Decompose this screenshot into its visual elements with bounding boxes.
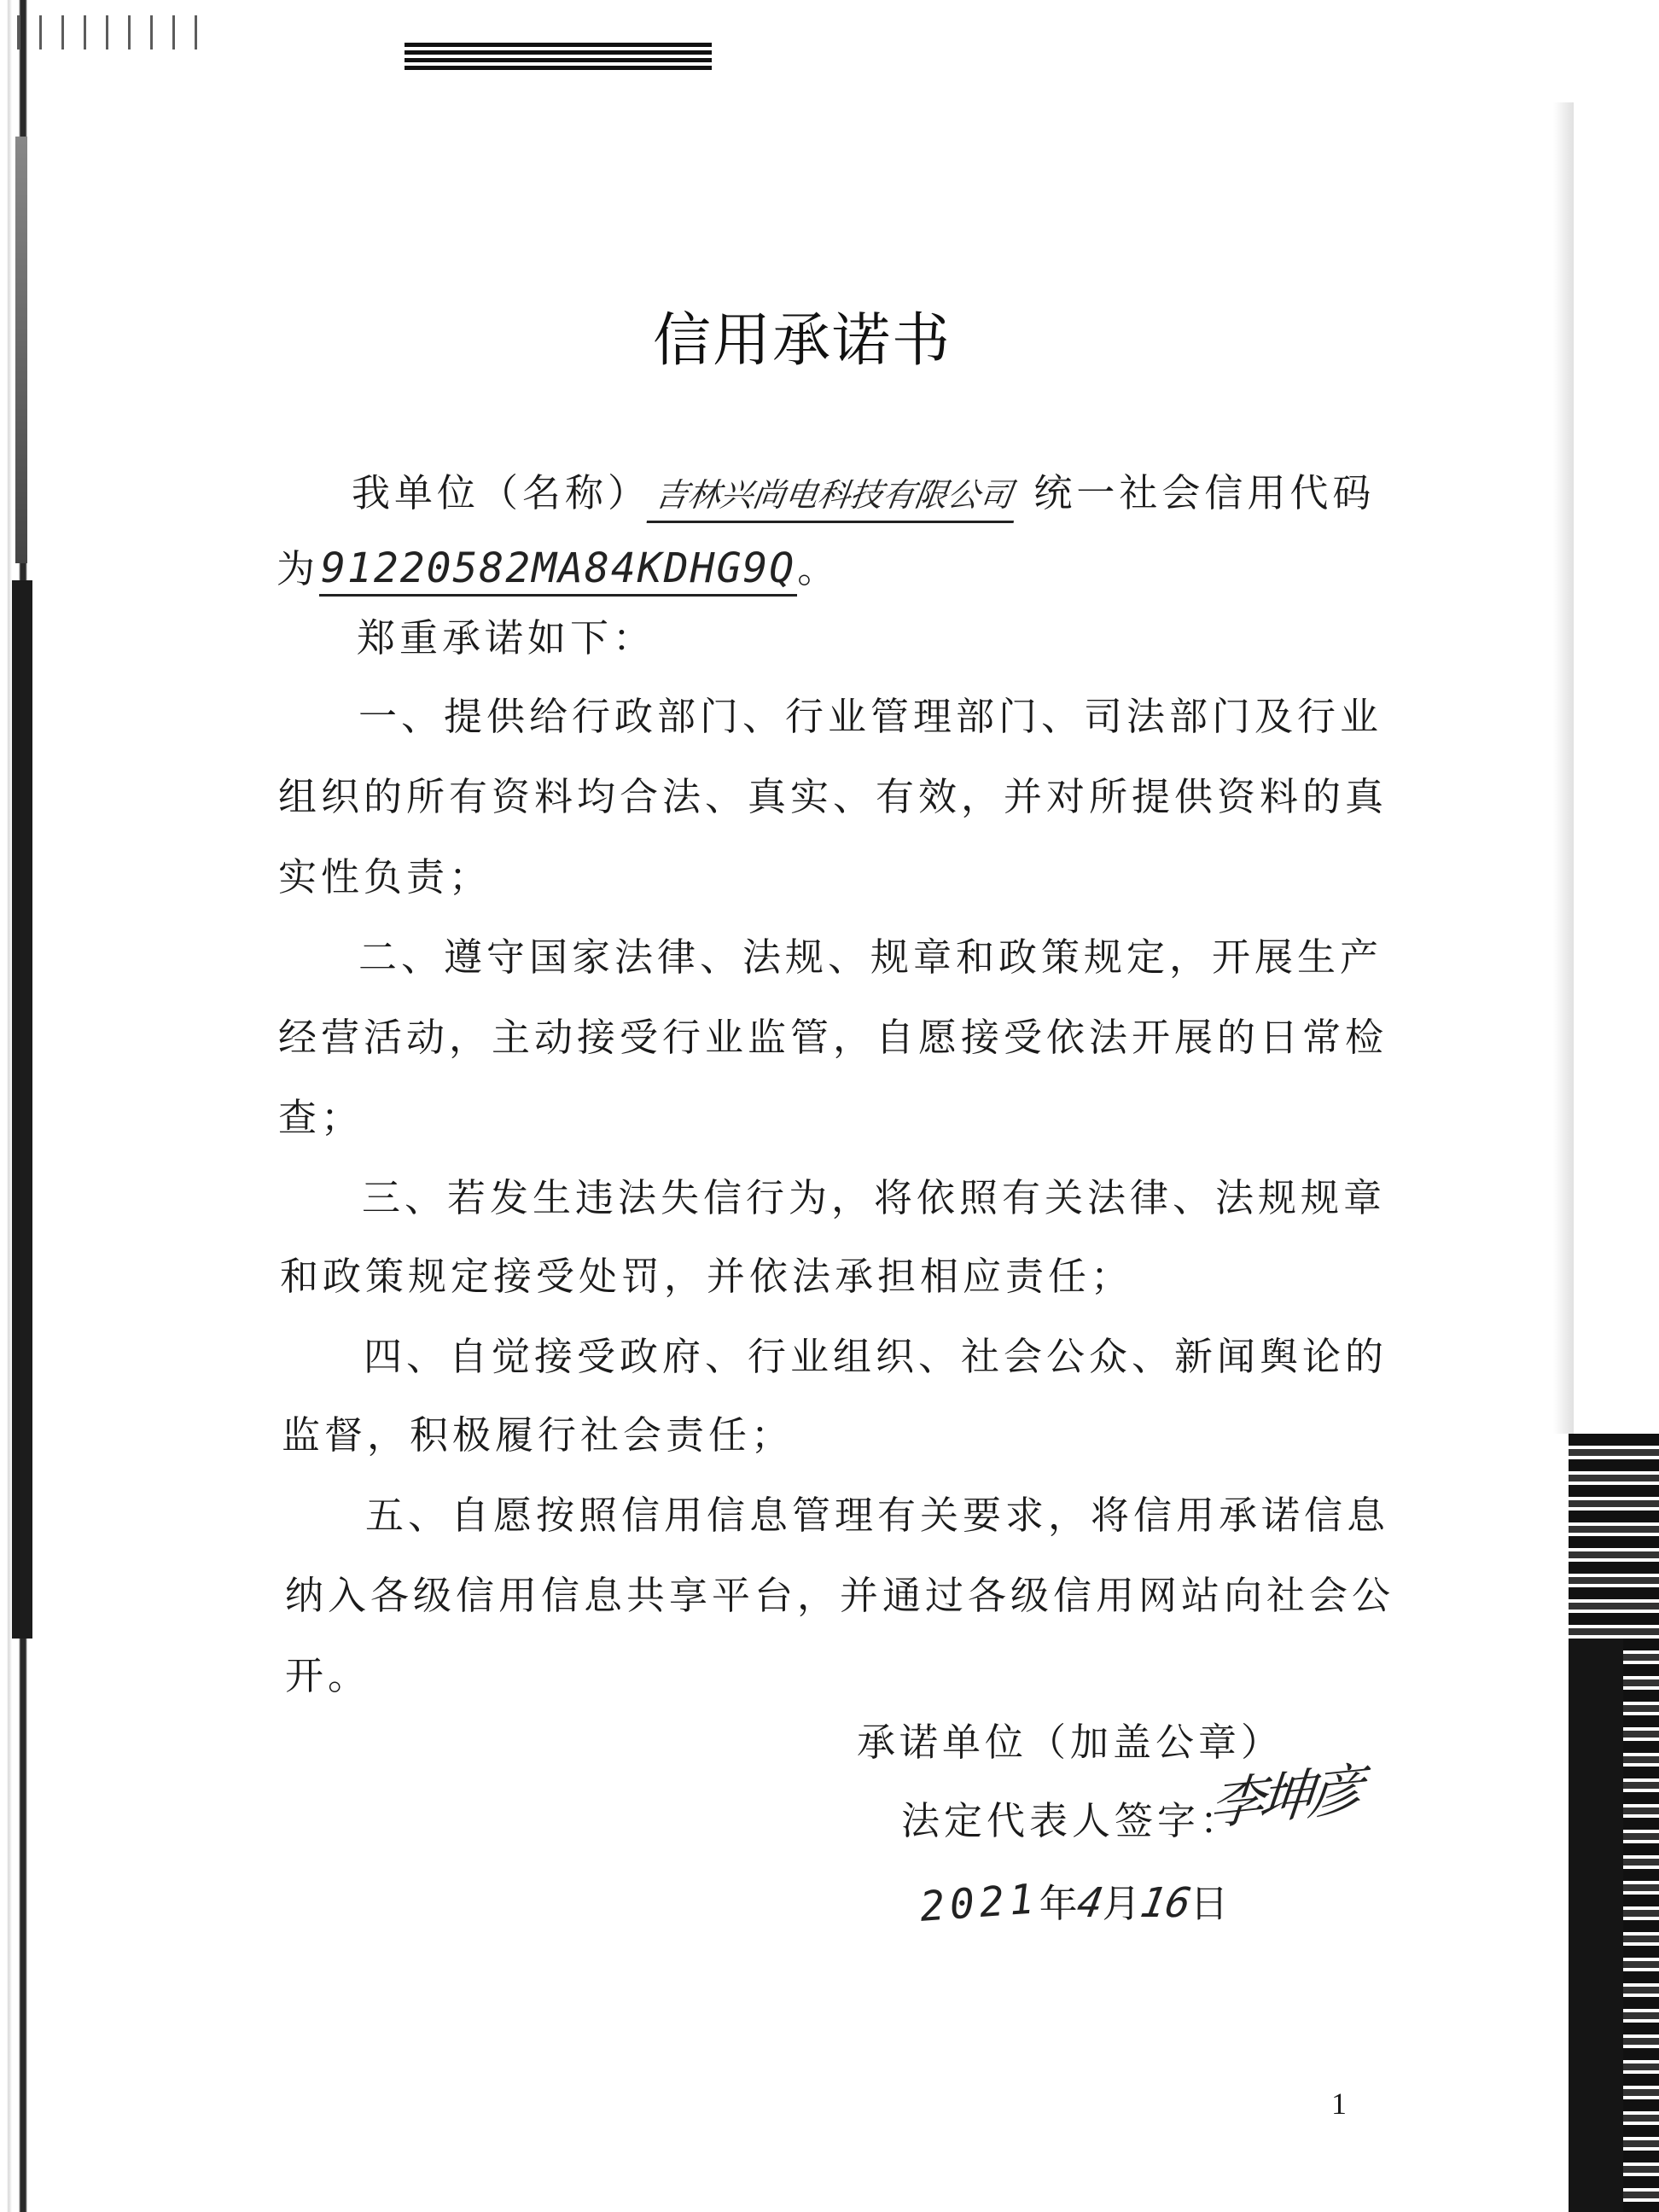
intro-line xyxy=(352,468,1375,519)
scan-edge-left-dark xyxy=(12,580,32,1639)
company-name-handwritten: 吉林兴尚电科技有限公司 xyxy=(647,469,1022,523)
date-day: 16 xyxy=(1136,1879,1195,1927)
item-3-line-1: 三、若发生违法失信行为，将依照有关法律、法规规章 xyxy=(362,1175,1387,1220)
date-year: 2021 xyxy=(918,1875,1041,1931)
date-month-label: 月 xyxy=(1102,1881,1141,1926)
code-suffix: 。 xyxy=(797,546,841,591)
item-1-line-2: 组织的所有资料均合法、真实、有效，并对所提供资料的真 xyxy=(278,774,1388,819)
item-4-line-1: 四、自觉接受政府、行业组织、社会公众、新闻舆论的 xyxy=(364,1334,1388,1379)
item-4-line-2: 监督，积极履行社会责任； xyxy=(282,1412,795,1458)
promise-heading: 郑重承诺如下： xyxy=(357,615,656,661)
date-month: 4 xyxy=(1073,1879,1107,1927)
document-title: 信用承诺书 xyxy=(652,307,952,375)
item-2-line-1: 二、遵守国家法律、法规、规章和政策规定，开展生产 xyxy=(358,934,1383,980)
credit-code-line xyxy=(276,543,840,594)
item-2-line-2: 经营活动，主动接受行业监管，自愿接受依法开展的日常检 xyxy=(278,1015,1388,1060)
scan-top-marks xyxy=(17,15,213,49)
code-prefix: 为 xyxy=(276,546,320,591)
intro-prefix: 我单位（名称） xyxy=(352,470,651,515)
signing-unit: 承诺单位（加盖公章） xyxy=(857,1720,1284,1765)
item-5-line-2: 纳入各级信用信息共享平台，并通过各级信用网站向社会公 xyxy=(285,1573,1395,1618)
signing-date xyxy=(920,1877,1228,1930)
item-3-line-2: 和政策规定接受处罚，并依法承担相应责任； xyxy=(280,1254,1134,1299)
item-5-line-3: 开。 xyxy=(285,1653,371,1698)
page-number: 1 xyxy=(1331,2087,1347,2121)
legal-rep-label: 法定代表人签字： xyxy=(901,1798,1243,1843)
legal-rep-signature: 李坤彦 xyxy=(1206,1758,1361,1838)
date-year-label: 年 xyxy=(1039,1881,1078,1926)
date-day-label: 日 xyxy=(1190,1881,1229,1926)
credit-code-handwritten: 91220582MA84KDHG9Q xyxy=(319,543,797,597)
item-1-line-1: 一、提供给行政部门、行业管理部门、司法部门及行业 xyxy=(358,694,1383,739)
scan-top-bar xyxy=(405,43,712,72)
item-1-line-3: 实性负责； xyxy=(278,854,492,899)
intro-suffix: 统一社会信用代码 xyxy=(1033,470,1376,515)
scan-edge-right-block xyxy=(1569,1639,1623,2212)
item-5-line-1: 五、自愿按照信用信息管理有关要求，将信用承诺信息 xyxy=(365,1493,1390,1538)
item-2-line-3: 查； xyxy=(278,1095,364,1140)
